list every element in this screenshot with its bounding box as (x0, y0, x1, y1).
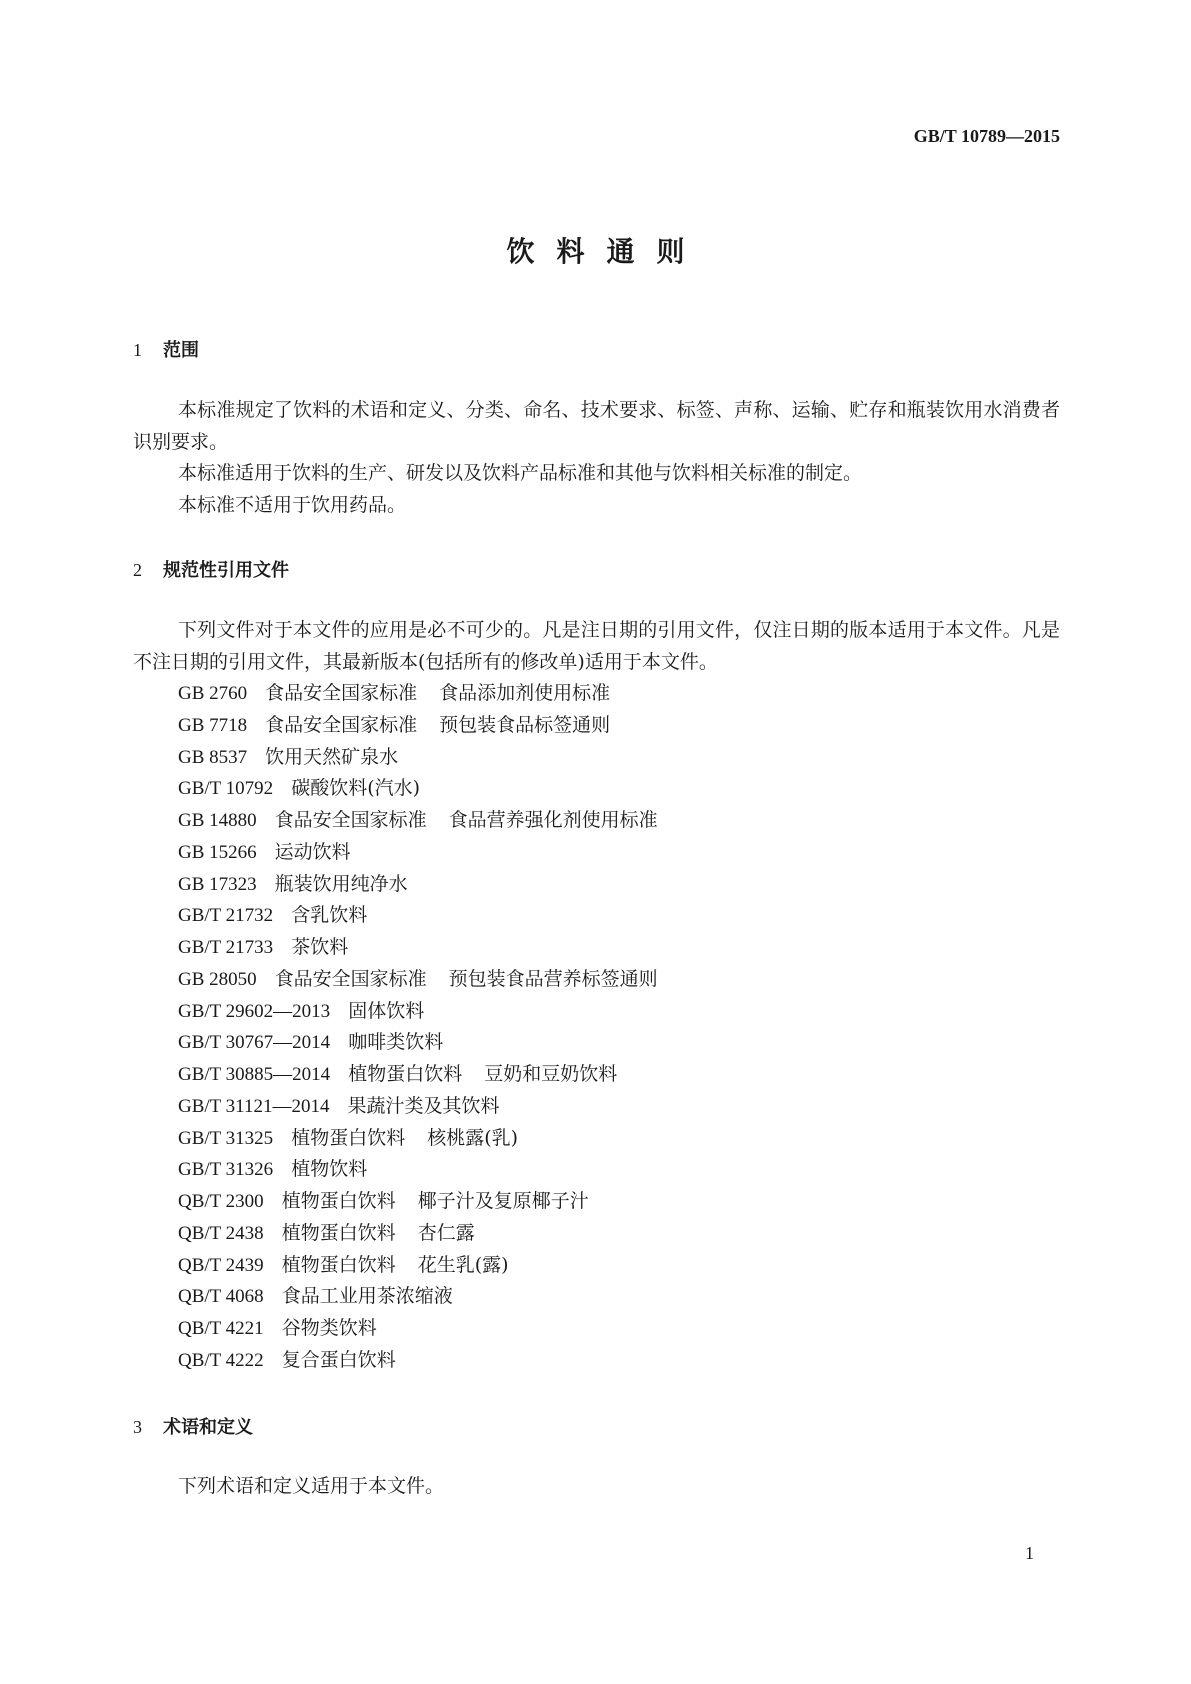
reference-code: QB/T 4068 (178, 1286, 264, 1308)
reference-list (178, 678, 680, 1377)
reference-title: 复合蛋白饮料 (281, 1348, 396, 1371)
paragraph: 本标准适用于饮料的生产、研发以及饮料产品标准和其他与饮料相关标准的制定。 (178, 462, 863, 484)
reference-item (178, 1059, 680, 1091)
reference-code: GB 17323 (178, 873, 257, 895)
section-heading-1 (133, 336, 199, 362)
reference-item (178, 1154, 680, 1186)
reference-title: 核桃露(乳) (427, 1126, 519, 1149)
reference-item (178, 742, 680, 774)
reference-title: 果蔬汁类及其饮料 (347, 1094, 500, 1117)
reference-item (178, 773, 680, 805)
reference-title: 食品营养强化剂使用标准 (448, 809, 658, 831)
reference-title: 食品工业用茶浓缩液 (281, 1285, 453, 1308)
reference-item (178, 996, 680, 1028)
reference-code: GB 8537 (178, 746, 248, 768)
reference-title: 食品安全国家标准 (265, 713, 418, 736)
reference-item (178, 1186, 680, 1218)
reference-title: 植物蛋白饮料 (291, 1126, 406, 1149)
reference-title: 食品添加剂使用标准 (439, 682, 611, 704)
reference-item (178, 1123, 680, 1155)
reference-code: GB 28050 (178, 968, 257, 990)
section-number: 3 (133, 1417, 142, 1437)
reference-item (178, 964, 680, 996)
reference-title: 固体饮料 (348, 999, 425, 1022)
reference-title: 花生乳(露) (417, 1253, 509, 1276)
reference-title: 茶饮料 (291, 936, 349, 958)
section-title: 范围 (163, 340, 199, 361)
reference-code: GB 7718 (178, 714, 248, 736)
reference-code: GB/T 31326 (178, 1159, 274, 1181)
reference-title: 预包装食品标签通则 (439, 713, 611, 736)
reference-code: QB/T 2300 (178, 1191, 264, 1212)
reference-item (178, 837, 680, 869)
reference-code: QB/T 2438 (178, 1222, 264, 1244)
reference-item (178, 932, 680, 964)
reference-item (178, 1027, 680, 1059)
reference-code: GB/T 31121—2014 (178, 1095, 330, 1117)
reference-title: 豆奶和豆奶饮料 (484, 1063, 618, 1085)
reference-code: GB/T 29602—2013 (178, 1000, 331, 1022)
reference-title: 食品安全国家标准 (274, 967, 427, 990)
paragraph: 本标准不适用于饮用药品。 (178, 494, 407, 516)
reference-title: 植物蛋白饮料 (281, 1190, 396, 1212)
reference-title: 含乳饮料 (291, 904, 368, 927)
reference-code: GB/T 21733 (178, 937, 274, 958)
reference-title: 植物蛋白饮料 (348, 1063, 463, 1085)
reference-title: 饮用天然矿泉水 (265, 745, 399, 768)
reference-item (178, 1250, 680, 1282)
paragraph: 下列术语和定义适用于本文件。 (178, 1475, 445, 1497)
reference-item (178, 1281, 680, 1313)
section-number: 1 (133, 340, 142, 360)
reference-code: QB/T 4222 (178, 1349, 264, 1371)
reference-item (178, 1313, 680, 1345)
reference-title: 植物蛋白饮料 (281, 1253, 396, 1276)
reference-code: GB/T 30767—2014 (178, 1032, 331, 1054)
section-title: 规范性引用文件 (163, 560, 289, 581)
reference-title: 咖啡类饮料 (348, 1031, 444, 1054)
document-title: 饮料通则 (506, 235, 707, 268)
section-heading-3 (133, 1413, 253, 1439)
reference-code: QB/T 4221 (178, 1318, 264, 1339)
reference-code: GB/T 21732 (178, 905, 274, 927)
reference-item (178, 710, 680, 742)
reference-title: 植物饮料 (291, 1158, 368, 1181)
reference-code: GB/T 10792 (178, 778, 274, 800)
reference-title: 食品安全国家标准 (265, 682, 418, 704)
reference-code: QB/T 2439 (178, 1254, 264, 1276)
reference-code: GB 15266 (178, 841, 257, 863)
reference-code: GB/T 31325 (178, 1127, 274, 1149)
reference-code: GB/T 30885—2014 (178, 1064, 331, 1085)
reference-code: GB 2760 (178, 683, 248, 704)
reference-code: GB 14880 (178, 810, 257, 831)
section-title: 术语和定义 (163, 1417, 253, 1438)
reference-title: 瓶装饮用纯净水 (274, 872, 408, 895)
reference-title: 谷物类饮料 (281, 1317, 377, 1339)
reference-title: 食品安全国家标准 (274, 809, 427, 831)
reference-title: 椰子汁及复原椰子汁 (417, 1190, 589, 1212)
reference-title: 碳酸饮料(汽水) (291, 777, 421, 800)
paragraph: 下列文件对于本文件的应用是必不可少的。凡是注日期的引用文件，仅注日期的版本适用于本文件。凡是不注日期的引用文件，其最新版本(包括所有的修改单)适用于本文件。 (133, 619, 1060, 673)
reference-item (178, 1218, 680, 1250)
reference-title: 植物蛋白饮料 (281, 1221, 396, 1244)
reference-item (178, 869, 680, 901)
reference-item (178, 678, 680, 710)
section-number: 2 (133, 560, 142, 580)
page-number: 1 (1025, 1543, 1034, 1563)
paragraph: 本标准规定了饮料的术语和定义、分类、命名、技术要求、标签、声称、运输、贮存和瓶装饮用水消费者识别要求。 (133, 399, 1060, 453)
standard-number: GB/T 10789—2015 (913, 126, 1060, 146)
reference-title: 运动饮料 (274, 840, 351, 863)
section-heading-2 (133, 556, 289, 582)
reference-title: 杏仁露 (417, 1221, 475, 1244)
reference-item (178, 805, 680, 837)
reference-item (178, 900, 680, 932)
reference-item (178, 1345, 680, 1377)
reference-title: 预包装食品营养标签通则 (448, 967, 658, 990)
reference-item (178, 1091, 680, 1123)
